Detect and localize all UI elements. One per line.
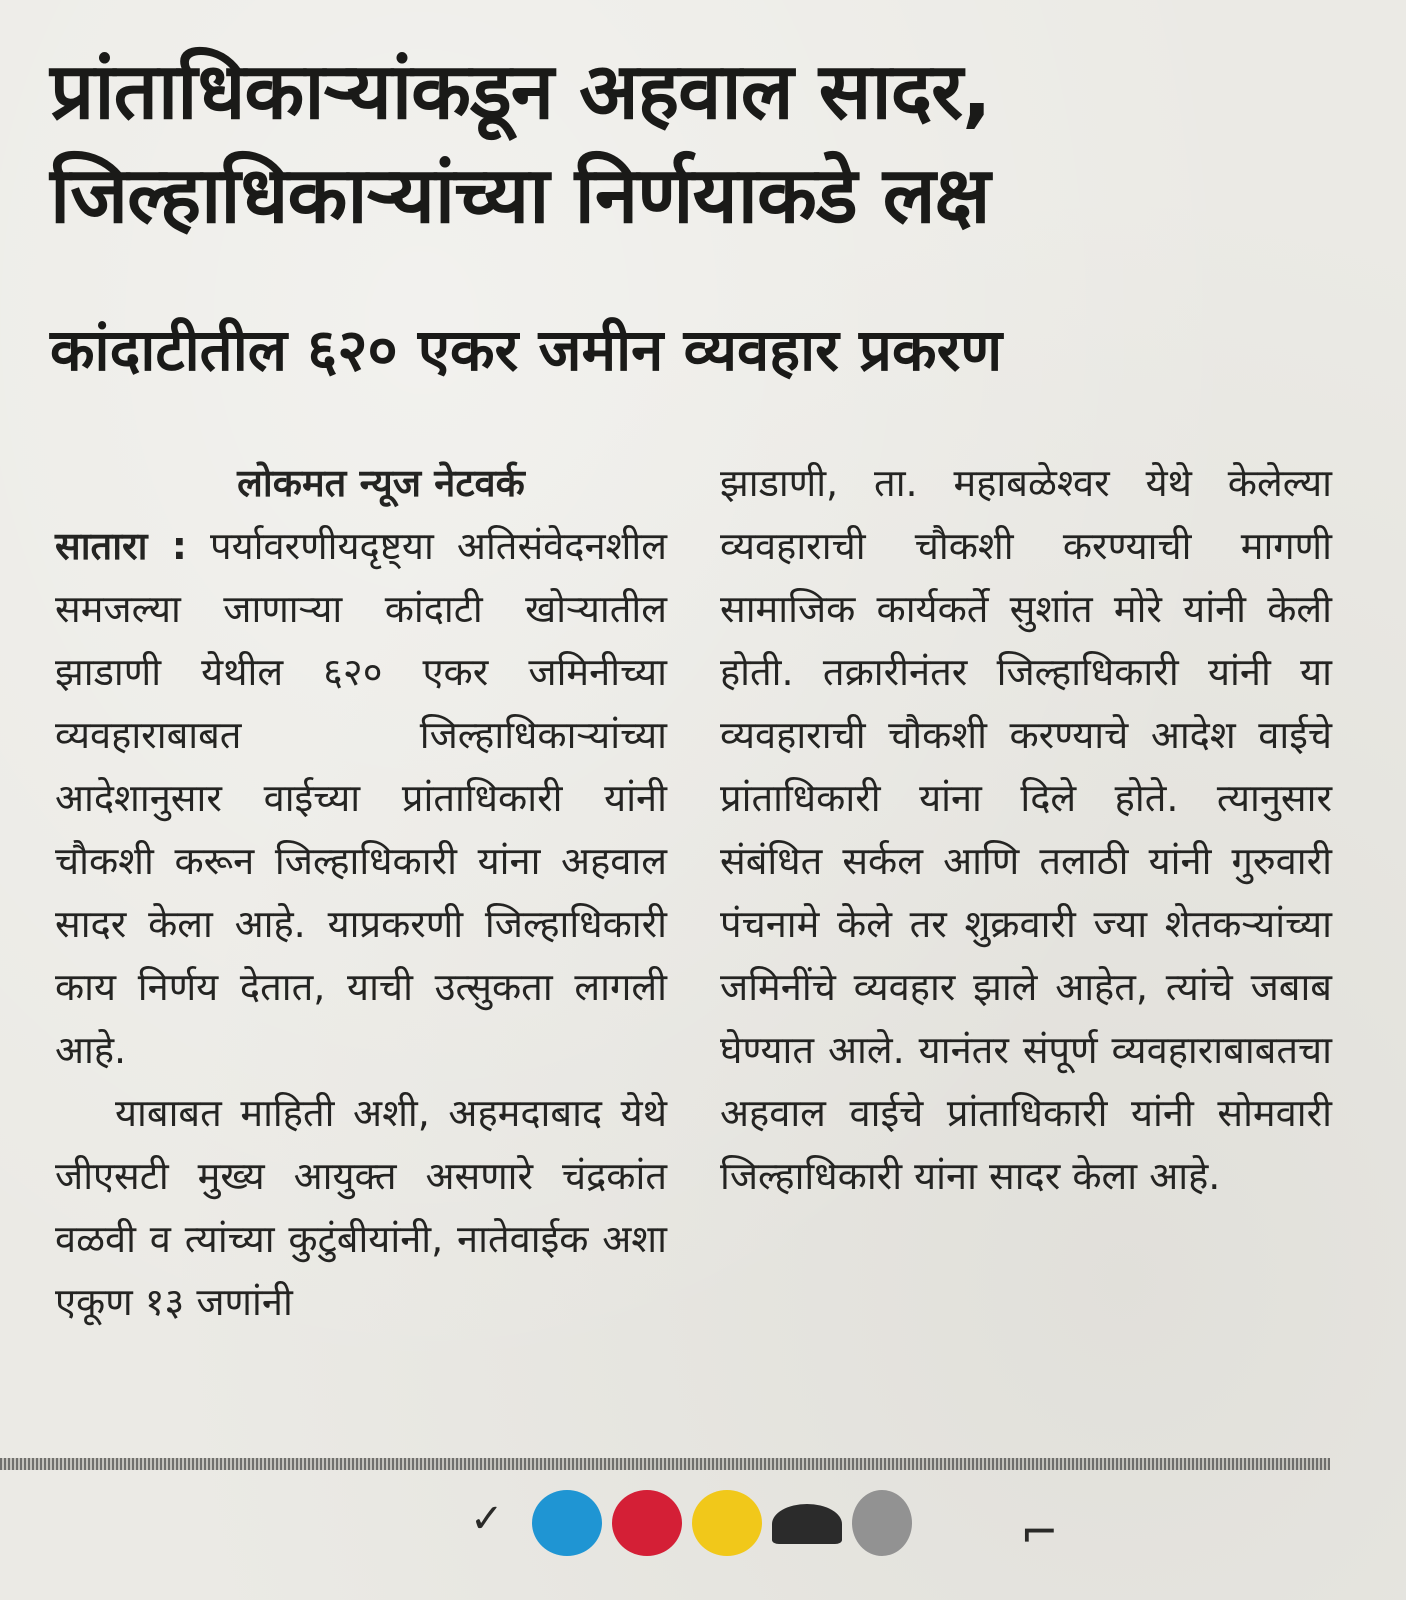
page-bottom-rule <box>0 1458 1330 1470</box>
article-column-right <box>720 452 1332 1208</box>
paragraph-1-text: पर्यावरणीयदृष्ट्या अतिसंवेदनशील समजल्या जाणाऱ्या कांदाटी खोऱ्यातील झाडाणी येथील ६२० एकर जमिनीच्या व्यवहाराबाबत जिल्हाधिकाऱ्यांच्या आदेशानुसार वाईच्या प्रांताधिकारी यांनी चौकशी करून जिल्हाधिकारी यांना अहवाल सादर केला आहे. याप्रकरणी जिल्हाधिकारी काय निर्णय देतात, याची उत्सुकता लागली आहे. <box>55 524 667 1072</box>
headline <box>50 40 1370 248</box>
dateline: सातारा : <box>55 524 187 568</box>
headline-line-1: प्रांताधिकाऱ्यांकडून अहवाल सादर, <box>50 47 991 137</box>
scratch-mark-icon: ⌐ <box>1020 1505 1059 1559</box>
article-column-left <box>55 452 667 1334</box>
scratch-mark-icon: ✓ <box>470 1496 504 1542</box>
headline-line-2: जिल्हाधिकाऱ्यांच्या निर्णयाकडे लक्ष <box>50 151 990 241</box>
subheadline: कांदाटीतील ६२० एकर जमीन व्यवहार प्रकरण <box>50 316 1003 384</box>
black-registration-dot <box>772 1504 842 1544</box>
article-paragraph-2-start: याबाबत माहिती अशी, अहमदाबाद येथे जीएसटी मुख्य आयुक्त असणारे चंद्रकांत वळवी व त्यांच्या कुटुंबीयांनी, नातेवाईक अशा एकूण १३ जणांनी <box>55 1091 667 1324</box>
grey-registration-dot <box>852 1490 912 1556</box>
yellow-registration-dot <box>692 1490 762 1556</box>
article-paragraph-1 <box>55 515 667 1082</box>
magenta-registration-dot <box>612 1490 682 1556</box>
cyan-registration-dot <box>532 1490 602 1556</box>
print-registration-marks <box>470 1482 950 1562</box>
article-paragraph-2-continued: झाडाणी, ता. महाबळेश्वर येथे केलेल्या व्यवहाराची चौकशी करण्याची मागणी सामाजिक कार्यकर्ते सुशांत मोरे यांनी केली होती. तक्रारीनंतर जिल्हाधिकारी यांनी या व्यवहाराची चौकशी करण्याचे आदेश वाईचे प्रांताधिकारी यांना दिले होते. त्यानुसार संबंधित सर्कल आणि तलाठी यांनी गुरुवारी पंचनामे केले तर शुक्रवारी ज्या शेतकऱ्यांच्या जमिनींचे व्यवहार झाले आहेत, त्यांचे जबाब घेण्यात आले. यानंतर संपूर्ण व्यवहाराबाबतचा अहवाल वाईचे प्रांताधिकारी यांनी सोमवारी जिल्हाधिकारी यांना सादर केला आहे. <box>720 461 1333 1198</box>
byline: लोकमत न्यूज नेटवर्क <box>237 461 525 505</box>
